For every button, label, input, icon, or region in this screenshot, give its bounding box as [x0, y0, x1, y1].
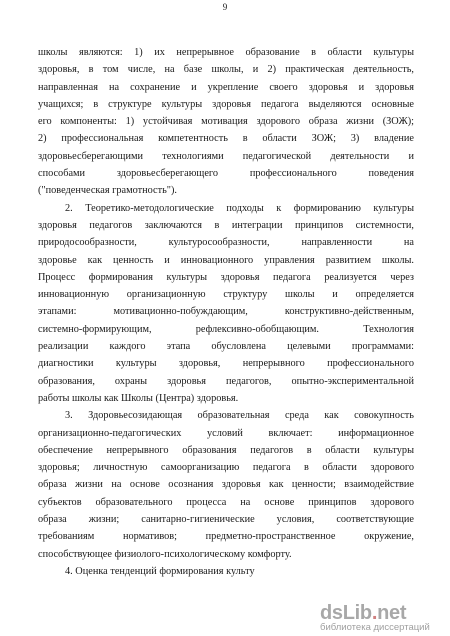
text-line: здоровьесберегающими технологиями педагогической деятельности и: [38, 150, 414, 162]
text-line: здоровья; личностную самоорганизацию педагога в области здорового: [38, 462, 414, 474]
text-line: организационно-педагогических условий включает: информационное: [38, 427, 414, 439]
paragraph: [38, 563, 414, 580]
text-line: образования, охраны здоровья педагогов, опытно-экспериментальной: [38, 375, 414, 387]
text-line: направленная на сохранение и укрепление своего здоровья и здоровья: [38, 81, 414, 93]
paragraph: [38, 200, 414, 408]
text-line: 2) профессиональная компетентность в области ЗОЖ; 3) владение: [38, 133, 414, 145]
text-line: образа жизни на основе осознания здоровья как ценности; взаимодействие: [38, 479, 414, 491]
text-line: требованиям нормативов; предметно-пространственное окружение,: [38, 531, 414, 543]
paragraph: [38, 407, 414, 563]
text-line: способствующее физиолого-психологическому комфорту.: [38, 548, 292, 560]
text-line: учащихся; в структуре культуры здоровья педагога выделяются основные: [38, 98, 414, 110]
text-line: здоровья педагогов заключаются в интеграции принципов системности,: [38, 219, 414, 231]
text-line: здоровье как ценность и инновационного управления развитием школы.: [38, 254, 414, 266]
text-line: диагностики культуры здоровья, непрерывного профессионального: [38, 358, 414, 370]
text-line: субъектов образовательного процесса на основе принципов здорового: [38, 496, 414, 508]
page-number: 9: [222, 2, 228, 12]
text-line: 3. Здоровьесозидающая образовательная среда как совокупность: [65, 410, 414, 422]
text-line: Процесс формирования культуры здоровья педагога реализуется через: [38, 271, 414, 283]
text-line: реализации каждого этапа обусловлена целевыми программами:: [38, 341, 414, 353]
text-line: способами здоровьесберегающего профессионального поведения: [38, 168, 414, 180]
text-line: этапами: мотивационно-побуждающим, конструктивно-действенным,: [38, 306, 414, 318]
text-line: образа жизни; санитарно-гигиенические условия, соответствующие: [38, 514, 414, 526]
text-line: обеспечение непрерывного образования педагогов в области культуры: [38, 444, 414, 456]
paragraph: [38, 44, 414, 200]
text-line: инновационную организационную структуру школы и определяется: [38, 289, 414, 301]
text-line: его компоненты: 1) устойчивая мотивация здорового образа жизни (ЗОЖ);: [38, 116, 414, 128]
text-line: ("поведенческая грамотность").: [38, 185, 178, 197]
watermark-subtitle: библиотека диссертаций: [320, 622, 430, 633]
text-line: системно-формирующим, рефлексивно-обобщающим. Технология: [38, 323, 414, 335]
watermark-logo: dsLib.net: [320, 602, 407, 624]
text-line: работы школы как Школы (Центра) здоровья.: [38, 392, 239, 404]
document-body: [38, 44, 414, 580]
watermark: [316, 602, 444, 632]
text-line: здоровья, в том числе, на базе школы, и 2) практическая деятельность,: [38, 64, 414, 76]
text-line: школы являются: 1) их непрерывное образование в области культуры: [38, 47, 414, 58]
text-line: природосообразности, культуросообразности, направленности на: [38, 237, 414, 249]
text-line: 4. Оценка тенденций формирования культу: [65, 565, 255, 577]
text-line: 2. Теоретико-методологические подходы к формированию культуры: [65, 202, 414, 214]
